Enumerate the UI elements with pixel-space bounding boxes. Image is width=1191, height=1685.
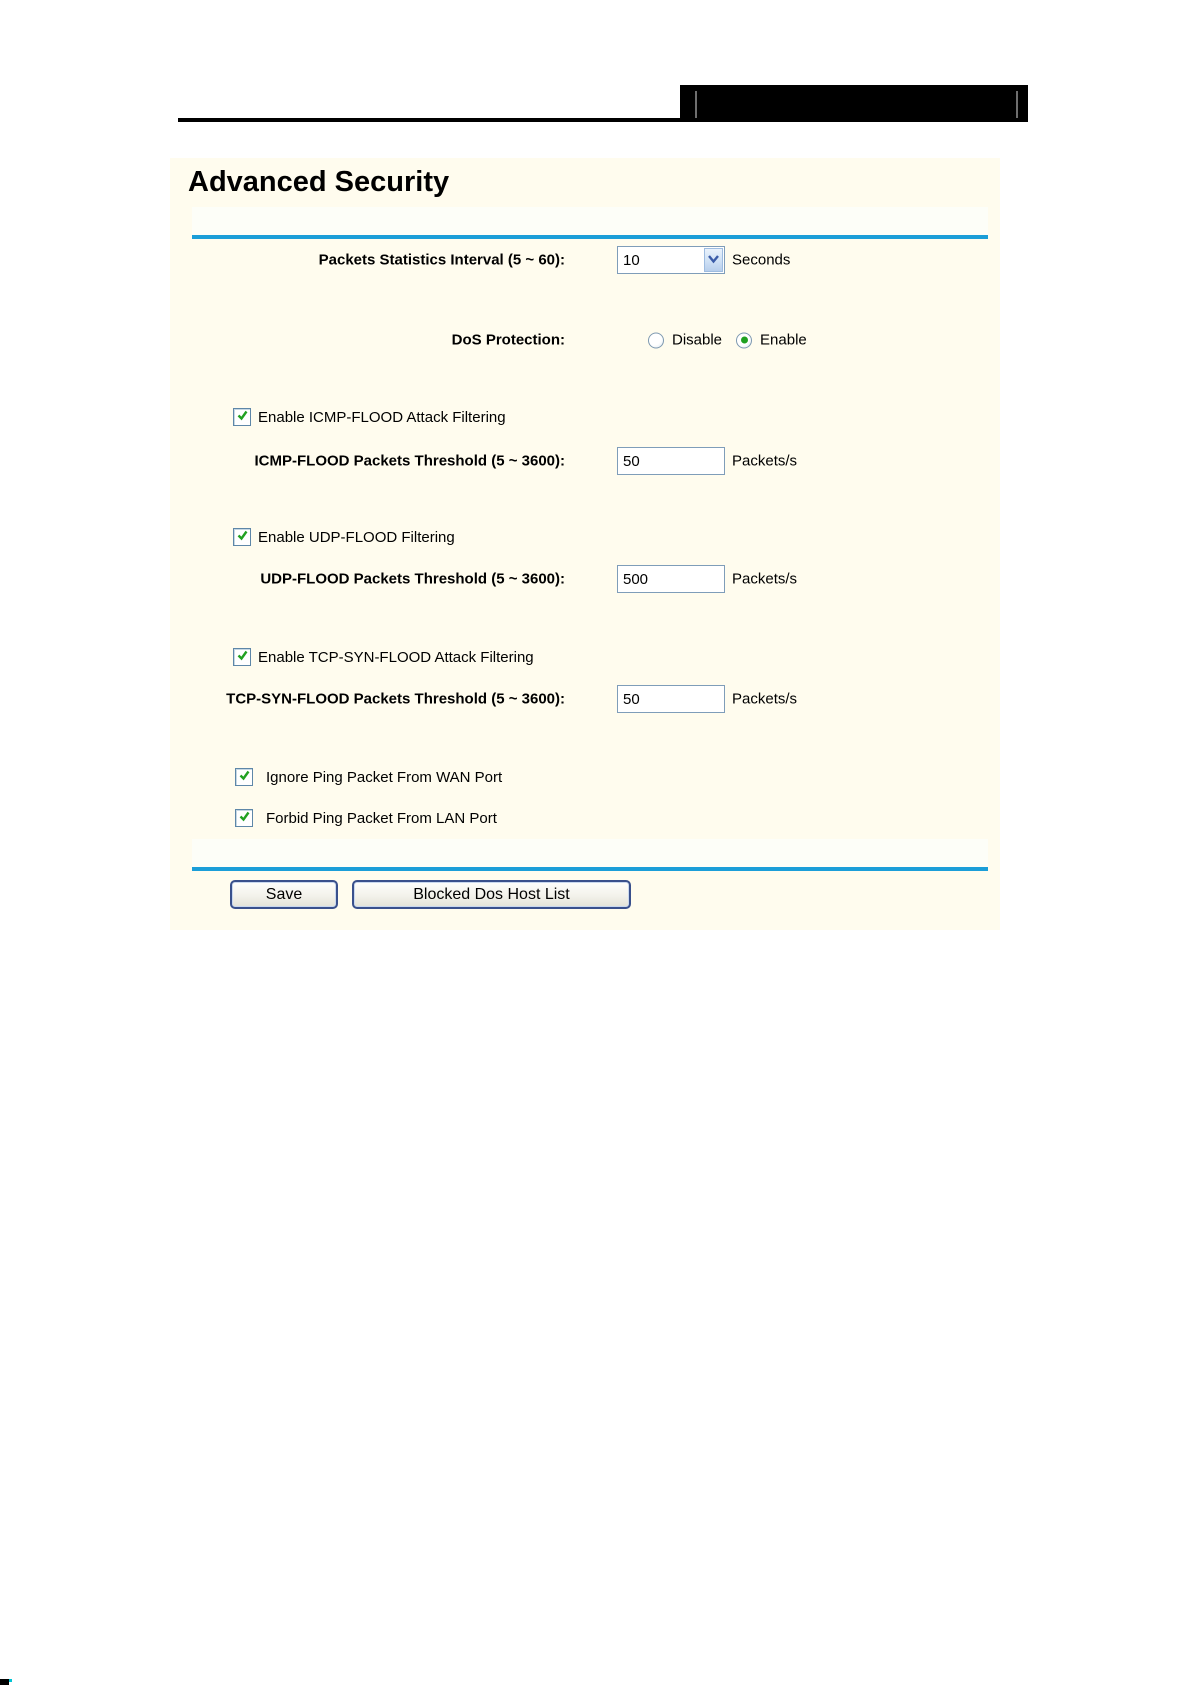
dos-enable-radio[interactable] bbox=[736, 332, 752, 348]
icmp-unit-label: Packets/s bbox=[732, 452, 798, 470]
check-icon bbox=[236, 649, 249, 666]
page-corner-mark bbox=[9, 1679, 12, 1682]
check-icon bbox=[238, 810, 251, 827]
redacted-header-bar bbox=[680, 85, 1028, 122]
udp-flood-checkbox-row bbox=[233, 528, 455, 546]
packets-interval-value: 10 bbox=[623, 251, 640, 269]
check-icon bbox=[238, 769, 251, 786]
udp-unit-label: Packets/s bbox=[732, 570, 798, 588]
check-icon bbox=[236, 529, 249, 546]
dos-protection-label: DoS Protection: bbox=[451, 331, 565, 349]
udp-threshold-label: UDP-FLOOD Packets Threshold (5 ~ 3600): bbox=[260, 570, 565, 588]
tcp-syn-flood-checkbox[interactable] bbox=[233, 648, 251, 666]
blocked-dos-host-list-button[interactable]: Blocked Dos Host List bbox=[352, 880, 631, 909]
tcp-unit-label: Packets/s bbox=[732, 690, 798, 708]
forbid-ping-lan-checkbox[interactable] bbox=[235, 809, 253, 827]
udp-flood-checkbox-label: Enable UDP-FLOOD Filtering bbox=[258, 528, 455, 546]
tcp-threshold-input[interactable] bbox=[617, 685, 725, 713]
bottom-separator-band bbox=[192, 839, 988, 867]
icmp-flood-checkbox-label: Enable ICMP-FLOOD Attack Filtering bbox=[258, 408, 506, 426]
icmp-threshold-label: ICMP-FLOOD Packets Threshold (5 ~ 3600): bbox=[254, 452, 565, 470]
icmp-flood-checkbox-row bbox=[233, 408, 506, 426]
top-divider bbox=[192, 235, 988, 239]
header-cell-divider bbox=[1016, 91, 1018, 118]
dos-disable-label: Disable bbox=[672, 331, 723, 349]
seconds-unit-label: Seconds bbox=[732, 251, 791, 269]
ignore-ping-wan-checkbox[interactable] bbox=[235, 768, 253, 786]
packets-interval-select[interactable] bbox=[617, 246, 725, 274]
udp-threshold-input[interactable] bbox=[617, 565, 725, 593]
ignore-ping-wan-row bbox=[235, 768, 502, 786]
udp-flood-checkbox[interactable] bbox=[233, 528, 251, 546]
page-title: Advanced Security bbox=[188, 166, 450, 198]
header-cell-divider bbox=[695, 91, 697, 118]
advanced-security-panel bbox=[170, 158, 1000, 930]
combo-dropdown-button[interactable] bbox=[704, 248, 723, 272]
dos-disable-radio[interactable] bbox=[648, 332, 664, 348]
tcp-threshold-label: TCP-SYN-FLOOD Packets Threshold (5 ~ 3600): bbox=[226, 690, 565, 708]
page-corner-mark bbox=[0, 1679, 9, 1685]
title-separator-band bbox=[192, 207, 988, 235]
packets-interval-label: Packets Statistics Interval (5 ~ 60): bbox=[318, 251, 565, 269]
dos-protection-radio-group bbox=[648, 332, 813, 349]
chevron-down-icon bbox=[707, 251, 720, 269]
bottom-divider bbox=[192, 867, 988, 871]
radio-dot-icon bbox=[741, 337, 748, 344]
forbid-ping-lan-label: Forbid Ping Packet From LAN Port bbox=[266, 809, 497, 827]
save-button[interactable]: Save bbox=[230, 880, 338, 909]
tcp-syn-flood-checkbox-row bbox=[233, 648, 534, 666]
forbid-ping-lan-row bbox=[235, 809, 497, 827]
check-icon bbox=[236, 409, 249, 426]
icmp-flood-checkbox[interactable] bbox=[233, 408, 251, 426]
icmp-threshold-input[interactable] bbox=[617, 447, 725, 475]
dos-enable-label: Enable bbox=[760, 331, 807, 349]
tcp-syn-flood-checkbox-label: Enable TCP-SYN-FLOOD Attack Filtering bbox=[258, 648, 534, 666]
ignore-ping-wan-label: Ignore Ping Packet From WAN Port bbox=[266, 768, 503, 786]
